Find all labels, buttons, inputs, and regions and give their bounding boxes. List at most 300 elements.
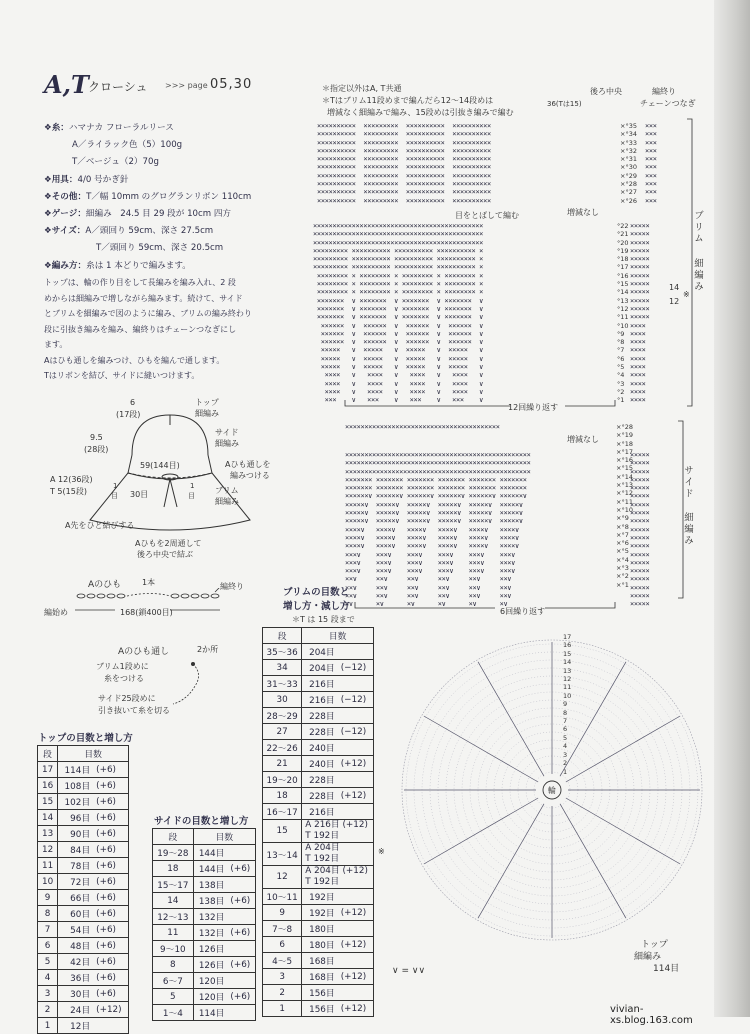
stitch-row: ×××× ∨ ×××× ∨ ×××× ∨ ×××× ∨ — [313, 387, 484, 396]
increase-line — [424, 716, 538, 782]
page-ref-prefix: >>> page — [165, 81, 208, 90]
row-count: 66目 — [58, 890, 94, 906]
table-row — [263, 866, 374, 889]
table-row — [263, 953, 374, 969]
top-label-2: 細編み — [195, 409, 219, 418]
table-row — [153, 845, 256, 861]
table-row — [263, 905, 374, 921]
side-count: 9.5 — [90, 433, 103, 442]
row-number: ×°16 — [616, 456, 633, 465]
stitch-row: ××××× — [630, 542, 650, 551]
row-number: 12 — [563, 675, 572, 684]
row-change — [338, 772, 374, 788]
row-label: 13 — [38, 826, 58, 842]
other-value: T／幅 10mm のグログランリボン 110cm — [86, 191, 252, 202]
size-a: A／頭回り 59cm、深さ 27.5cm — [85, 226, 214, 237]
end-label-2: チェーンつなぎ — [640, 99, 696, 108]
stitch-row: ××××× — [630, 525, 650, 534]
stitch-row: ××× — [645, 138, 657, 147]
stitch-row: ×××××∨ ×××××∨ ×××××∨ ×××××∨ ×××××∨ ×××××∨ — [345, 517, 531, 526]
stitch-row: ×××××××××× ××××××××× ×××××××××× ×××××××××× — [317, 196, 491, 205]
stitch-row: ××××× ∨ ××××× ∨ ××××× ∨ ××××× ∨ — [313, 363, 484, 372]
row-change: (+12) — [338, 788, 374, 804]
stitch-row: ××××× — [630, 583, 650, 592]
row-label: 13〜14 — [263, 843, 302, 866]
row-change: (+6) — [93, 794, 128, 810]
stitch-row: ×××× — [630, 379, 646, 388]
loop-diagram — [165, 660, 205, 710]
stitch-row: ××××× — [630, 222, 650, 230]
stitch-row: ×××× ∨ ×××× ∨ ×××× ∨ ×××× ∨ — [313, 379, 484, 388]
chart-note: ＊Tはブリム11段めまで編んだら12〜14段めは — [322, 96, 494, 105]
cord-length: 168(鎖400目) — [120, 608, 173, 617]
row-label: 10 — [38, 874, 58, 890]
row-change: (+6) — [93, 826, 128, 842]
stitch-row: ××××× ∨ ××××× ∨ ××××× ∨ ××××× ∨ — [313, 354, 484, 363]
no-change-label: 増減なし — [567, 208, 599, 217]
row-number: 13 — [563, 666, 572, 675]
stitch-row: ×××× — [630, 354, 646, 363]
gap-2b: 目 — [188, 492, 195, 500]
row-change: (+6) — [93, 938, 128, 954]
stitch-row: ×××××××××× ××××××××× ×××××××××× ×××××××××× — [317, 130, 491, 139]
row-change — [227, 845, 255, 861]
row-number: °10 — [617, 321, 629, 330]
brim-vertical-label-2: 細編み — [692, 258, 703, 293]
stitch-row: ××××××× ∨ ××××××× ∨ ××××××× ∨ ××××××× ∨ — [313, 313, 484, 322]
row-value: A 204目 (+12) T 192目 — [302, 866, 374, 889]
row-number: °18 — [617, 255, 629, 264]
col-header: 目数 — [302, 628, 374, 644]
table-row — [38, 938, 129, 954]
table-row — [38, 954, 129, 970]
stitch-row: ××××∨ ××××∨ ××××∨ ××××∨ ××××∨ ××××∨ — [345, 542, 531, 551]
col-header: 段 — [38, 746, 58, 762]
row-label: 1 — [263, 1001, 302, 1017]
side-row-28 — [345, 423, 500, 431]
specs-block — [44, 120, 334, 275]
chart-note: ＊指定以外はA, T共通 — [322, 84, 402, 93]
book-spine — [714, 0, 750, 1017]
side-chart — [345, 451, 531, 609]
gap-1: 1 — [113, 482, 118, 490]
row-label: 6 — [263, 937, 302, 953]
table-row — [263, 1001, 374, 1017]
row-number: ×°13 — [616, 481, 633, 490]
row-label: 3 — [38, 986, 58, 1002]
stitch-row: ××××× — [630, 263, 650, 272]
top-count: 6 — [130, 398, 136, 407]
stitch-row: ×××××××××××××××××××××××××××××××××××××××××××× — [313, 238, 484, 247]
chart-note: 増減なく細編みで編み、15段めは引抜き編みで編む — [327, 108, 514, 117]
mark-12: 12 — [669, 297, 680, 306]
stitch-row: ××××× — [630, 296, 650, 305]
row-number: ×°11 — [616, 497, 633, 506]
stitch-row: ××××××× ∨ ××××××× ∨ ××××××× ∨ ××××××× ∨ — [313, 304, 484, 313]
row-number: ×°8 — [616, 522, 629, 531]
cord-start: 編始め — [44, 608, 68, 617]
row-count: 168目 — [302, 953, 338, 969]
side-table-title: サイドの目数と増し方 — [154, 816, 249, 827]
table-row — [263, 660, 374, 676]
instruction-line: トップは、輪の作り目をして長編みを編み入れ、2 段 — [44, 278, 236, 287]
row-label: 11 — [153, 925, 194, 941]
brim-chart-lower — [313, 222, 483, 405]
row-number: ×°29 — [620, 171, 637, 180]
row-change: (+12) — [338, 937, 374, 953]
row-label: 34 — [263, 660, 302, 676]
table-row — [263, 937, 374, 953]
row-number: 7 — [563, 717, 568, 726]
row-number: °4 — [617, 371, 625, 380]
row-count: 240目 — [302, 740, 338, 756]
stitch-row: ××× — [645, 163, 657, 172]
stitch-row: ×××××××××× ××××××××× ×××××××××× ×××××××××× — [317, 180, 491, 189]
instruction-line: めからは細編みで増しながら編みます。続けて、サイド — [44, 293, 243, 303]
hat-diagram — [40, 395, 320, 565]
row-label: 14 — [38, 810, 58, 826]
yarn-a: A／ライラック色（5）100g — [72, 140, 183, 151]
row-count: 120目 — [193, 989, 227, 1005]
row-number: ×°10 — [616, 505, 633, 514]
stitch-row: ×××××× ∨ ×××××× ∨ ×××××× ∨ ×××××× ∨ — [313, 338, 484, 347]
row-number: ×°5 — [616, 547, 629, 556]
row-change: (+6) — [93, 970, 128, 986]
stitch-row: ××××× — [630, 459, 650, 468]
row-change: (+6) — [93, 874, 128, 890]
side-label-2: 細編み — [215, 439, 239, 448]
table-row — [38, 1002, 129, 1018]
row-number: °5 — [617, 363, 625, 372]
a15-label: 36(Tは15) — [547, 100, 582, 108]
stitch-row: ××××× — [630, 492, 650, 501]
stitch-row: ×××× — [630, 338, 646, 347]
row-change — [227, 941, 255, 957]
row-change: (+6) — [93, 810, 128, 826]
row-change: (−12) — [338, 724, 374, 740]
table-row — [263, 969, 374, 985]
stitch-row: ×××× — [630, 396, 646, 405]
row-number: ×°14 — [616, 472, 633, 481]
row-label: 8 — [38, 906, 58, 922]
stitch-legend: ∨ = ∨∨ — [392, 966, 426, 976]
repeat-12-label: 12回繰り返す — [508, 403, 559, 412]
increase-line — [566, 716, 680, 782]
row-label: 17 — [38, 762, 58, 778]
instruction-line: とブリムを細編みで図のように編み、ブリムの編み終わり — [44, 309, 252, 318]
stitch-row: ×∨ ×∨ ×∨ ×∨ ×∨ ×∨ — [345, 600, 531, 609]
table-row — [263, 772, 374, 788]
row-label: 27 — [263, 724, 302, 740]
table-row — [38, 986, 129, 1002]
stitch-row: ××××× — [630, 600, 650, 609]
increase-line — [478, 662, 544, 776]
row-count: 132目 — [193, 925, 227, 941]
row-change: (+6) — [227, 861, 255, 877]
row-count: 42目 — [58, 954, 94, 970]
row-label: 1〜4 — [153, 1005, 194, 1021]
row-number: ×°6 — [616, 539, 629, 548]
stitch-row: ×××××××× × ×××××××× × ×××××××× × ×××××××× × — [313, 280, 484, 289]
row-count: 60目 — [58, 906, 94, 922]
row-count: 114目 — [58, 762, 94, 778]
stitch-row: ×××××××××××××××××××××××××××××××××××××××××××× — [313, 230, 484, 239]
row-number: ×°28 — [616, 423, 633, 431]
table-row — [153, 877, 256, 893]
row-label: 7〜8 — [263, 921, 302, 937]
stitch-row: ××××××× ××××××× ××××××× ××××××× ××××××× ××××××× — [345, 475, 531, 484]
row-label: 18 — [153, 861, 194, 877]
side-no-change: 増減なし — [567, 435, 599, 444]
col-header: 目数 — [193, 829, 255, 845]
row-number: ×°33 — [620, 138, 637, 147]
row-number: ×°18 — [616, 439, 633, 448]
row-number: °12 — [617, 304, 629, 313]
row-count: 132目 — [193, 909, 227, 925]
table-row — [263, 644, 374, 660]
gap-2: 目 — [111, 492, 118, 500]
row-label: 16〜17 — [263, 804, 302, 820]
row-label: 22〜26 — [263, 740, 302, 756]
row-label: 12 — [263, 866, 302, 889]
stitch-row: ×××× — [630, 371, 646, 380]
row-label: 28〜29 — [263, 708, 302, 724]
row-change — [93, 1018, 128, 1034]
table-row — [153, 893, 256, 909]
brim-a: A 12(36段) — [50, 475, 93, 484]
stitch-row: ××××× — [630, 592, 650, 601]
row-label: 2 — [263, 985, 302, 1001]
row-label: 18 — [263, 788, 302, 804]
row-label: 6 — [38, 938, 58, 954]
row-count: 216目 — [302, 676, 338, 692]
increase-line — [424, 798, 538, 864]
table-row — [153, 861, 256, 877]
table-row — [153, 973, 256, 989]
loop-note: 引き抜いて糸を切る — [98, 706, 170, 715]
row-change: (+12) — [338, 1001, 374, 1017]
row-label: 14 — [153, 893, 194, 909]
stitch-row: ×××××∨ ×××××∨ ×××××∨ ×××××∨ ×××××∨ ×××××∨ — [345, 500, 531, 509]
side-table — [152, 828, 256, 1021]
table-row — [38, 842, 129, 858]
row-number: °20 — [617, 238, 629, 247]
top-row-numbers — [563, 633, 571, 776]
row-count: 138目 — [193, 877, 227, 893]
row-change — [338, 985, 374, 1001]
row-number: ×°32 — [620, 146, 637, 155]
brim-table-title: ブリムの目数と — [283, 587, 350, 598]
string-note-2: 後ろ中央で結ぶ — [137, 550, 193, 559]
table-row — [153, 989, 256, 1005]
row-change: (+6) — [93, 778, 128, 794]
gap-1b: 1 — [190, 482, 195, 490]
instruction-line: Aはひも通しを編みつけ、ひもを編んで通します。 — [44, 355, 225, 365]
table-row — [38, 1018, 129, 1034]
row-number: °11 — [617, 313, 629, 322]
method-value: 糸は 1 本どりで編みます。 — [86, 260, 191, 271]
row-label: 10〜11 — [263, 889, 302, 905]
row-count: 12目 — [58, 1018, 94, 1034]
row-count: 228目 — [302, 708, 338, 724]
row-number: ×°34 — [620, 130, 637, 139]
row-label: 5 — [38, 954, 58, 970]
stitch-row: ××××× — [630, 255, 650, 264]
other-label: ❖その他： — [44, 191, 87, 202]
row-label: 4 — [38, 970, 58, 986]
brim-upper-edge — [645, 122, 657, 205]
end-label: 編終り — [652, 87, 676, 96]
row-count: 84目 — [58, 842, 94, 858]
row-number: 1 — [563, 767, 568, 776]
row-label: 12〜13 — [153, 909, 194, 925]
stitch-row: ××× — [645, 130, 657, 139]
brim-vertical-label: ブリム — [692, 210, 703, 245]
brim-label: ブリム — [215, 486, 239, 495]
size-label: ❖サイズ： — [44, 226, 86, 237]
top-label: トップ — [195, 398, 219, 407]
stitch-row: ××××× — [630, 467, 650, 476]
table-row — [263, 921, 374, 937]
stitch-row: ×××××××××××××××××××××××××××××××××××××××× — [345, 423, 500, 431]
table-row — [263, 843, 374, 866]
row-number: ×°28 — [620, 180, 637, 189]
table-row — [263, 724, 374, 740]
ring-label: 輪 — [548, 786, 556, 795]
row-change — [227, 877, 255, 893]
table-row — [263, 692, 374, 708]
row-change: (−12) — [338, 692, 374, 708]
row-change — [227, 973, 255, 989]
stitch-row: ××××× — [630, 246, 650, 255]
row-label: 2 — [38, 1002, 58, 1018]
stitch-row: ×××××××××××××××××××××××××××××××××××××××××××× — [313, 222, 484, 230]
row-number: ×°27 — [620, 188, 637, 197]
stitch-row: ××××××× ××××××× ××××××× ××××××× ××××××× ××××××× — [345, 484, 531, 493]
row-number: 15 — [563, 649, 572, 658]
row-change: (+12) — [338, 756, 374, 772]
row-number: ×°12 — [616, 489, 633, 498]
row-change — [338, 708, 374, 724]
row-count: 90目 — [58, 826, 94, 842]
row-count: 102目 — [58, 794, 94, 810]
loop-label-2: 編みつける — [230, 471, 270, 480]
table-row — [263, 676, 374, 692]
stitch-row: ×××××××××× ××××××××× ×××××××××× ×××××××××× — [317, 122, 491, 130]
instruction-line: 段に引抜き編みを編み、編終りはチェーンつなぎにし — [44, 324, 237, 334]
loop-note: サイド25段めに — [98, 694, 156, 703]
yarn-t: T／ベージュ（2）70g — [72, 157, 159, 168]
row-count: 138目 — [193, 893, 227, 909]
page-ref-numbers: 05,30 — [210, 77, 253, 92]
top-circle-chart — [392, 628, 712, 978]
table-row — [263, 740, 374, 756]
stitch-row: ××× — [645, 155, 657, 164]
row-count: 204目 — [302, 644, 338, 660]
row-count: 126目 — [193, 957, 227, 973]
table-row — [38, 922, 129, 938]
stitch-row: ××××× — [630, 567, 650, 576]
stitch-row: ××××× ∨ ××××× ∨ ××××× ∨ ××××× ∨ — [313, 346, 484, 355]
row-count: 54目 — [58, 922, 94, 938]
instructions — [44, 275, 329, 384]
row-count: 108目 — [58, 778, 94, 794]
row-number: ×°3 — [616, 564, 629, 573]
row-number: °2 — [617, 387, 625, 396]
brim-lower-row-numbers — [617, 222, 629, 405]
row-number: ×°17 — [616, 447, 633, 456]
stitch-row: ×××××××××××××××××××××××××××××××××××××××××××××××× — [345, 451, 531, 459]
stitch-row: ××××× — [630, 500, 650, 509]
row-number: 3 — [563, 750, 568, 759]
circumference: 59(144目) — [140, 461, 180, 470]
table-row — [38, 794, 129, 810]
row-label: 19〜20 — [263, 772, 302, 788]
table-row — [38, 906, 129, 922]
side-bracket — [676, 420, 686, 600]
stitch-row: ××××× — [630, 451, 650, 459]
row-change: (+6) — [93, 890, 128, 906]
table-row — [38, 810, 129, 826]
stitch-row: ××××× — [630, 304, 650, 313]
stitch-row: ×××××××××××××××××××××××××××××××××××××××××××××××× — [345, 459, 531, 468]
stitch-row: ××××× — [630, 517, 650, 526]
row-label: 15 — [38, 794, 58, 810]
top-table-title: トップの目数と増し方 — [38, 733, 133, 744]
row-label: 15 — [263, 820, 302, 843]
stitch-row: ×××∨ ×××∨ ×××∨ ×××∨ ×××∨ ×××∨ — [345, 567, 531, 576]
row-label: 11 — [38, 858, 58, 874]
brim-table — [262, 627, 374, 1017]
row-change: (+6) — [227, 989, 255, 1005]
back-center: 後ろ中央 — [590, 87, 622, 96]
row-count: 228目 — [302, 772, 338, 788]
row-number: °14 — [617, 288, 629, 297]
stitch-row: ×××× ∨ ×××× ∨ ×××× ∨ ×××× ∨ — [313, 371, 484, 380]
row-change: (+12) — [338, 969, 374, 985]
brim-table-note: ＊T は 15 段まで — [292, 615, 355, 624]
row-count: 96目 — [58, 810, 94, 826]
brim-table-title-2: 増し方・減し方 — [283, 601, 350, 612]
row-count: 78目 — [58, 858, 94, 874]
row-label: 19〜28 — [153, 845, 194, 861]
row-change — [338, 676, 374, 692]
stitch-row: ×××××××××× ××××××××× ×××××××××× ×××××××××× — [317, 155, 491, 164]
table-row — [263, 889, 374, 905]
row-number: 8 — [563, 708, 568, 717]
row-count: 120目 — [193, 973, 227, 989]
row-label: 31〜33 — [263, 676, 302, 692]
row-value: A 216目 (+12) T 192目 — [302, 820, 374, 843]
row-change: (+12) — [93, 1002, 128, 1018]
row-number: °8 — [617, 338, 625, 347]
stitch-row: ×××××× ∨ ×××××× ∨ ×××××× ∨ ×××××× ∨ — [313, 329, 484, 338]
table-row — [153, 909, 256, 925]
row-count: 204目 — [302, 660, 338, 676]
table-row — [263, 804, 374, 820]
stitch-row: ××∨ ××∨ ××∨ ××∨ ××∨ ××∨ — [345, 583, 531, 592]
top-table — [37, 745, 129, 1034]
stitch-row: ××× — [645, 188, 657, 197]
row-count: 240目 — [302, 756, 338, 772]
stitch-row: ×××××××× × ×××××××× × ×××××××× × ×××××××× × — [313, 288, 484, 297]
tool-value: 4/0 号かぎ針 — [77, 174, 129, 185]
brim-t: T 5(15段) — [50, 487, 87, 496]
increase-line — [566, 798, 680, 864]
size-t: T／頭回り 59cm、深さ 20.5cm — [96, 243, 224, 254]
row-label: 1 — [38, 1018, 58, 1034]
stitch-row: ××××× — [630, 230, 650, 239]
